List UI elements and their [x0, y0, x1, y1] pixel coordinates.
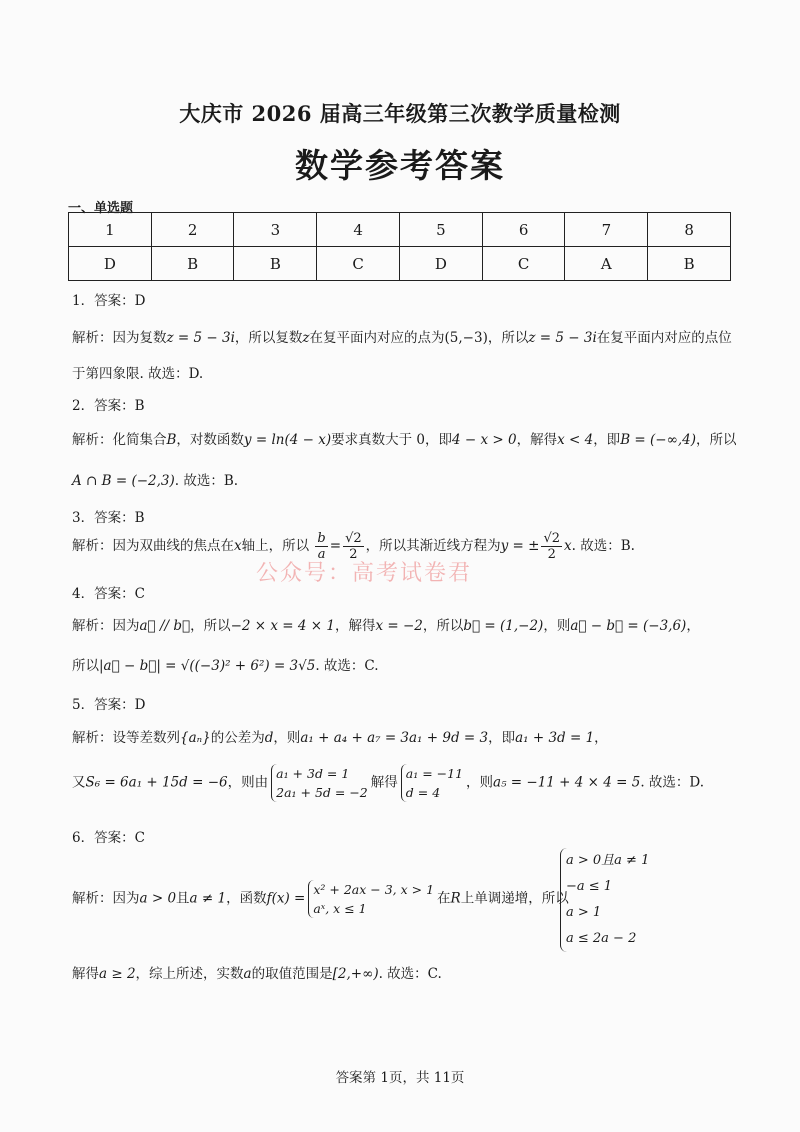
- text: . 故选：B.: [174, 473, 239, 489]
- answer-cell: B: [648, 247, 731, 281]
- denominator: a: [317, 547, 326, 562]
- math: x = −2: [375, 618, 423, 634]
- piece: x² + 2ax − 3, x > 1: [313, 882, 435, 897]
- solution-system: [401, 764, 463, 802]
- text: ，则: [273, 730, 301, 746]
- math: B: [166, 432, 177, 448]
- equation: a₁ + 3d = 1: [276, 766, 350, 781]
- q1-solution-line1: [72, 326, 732, 346]
- text: ，所以: [695, 432, 737, 448]
- text: ，解得: [516, 432, 558, 448]
- table-row: [69, 213, 731, 247]
- text: ，则: [466, 774, 494, 791]
- q2-answer: 2．答案：B: [72, 398, 145, 414]
- text: 又: [72, 774, 86, 791]
- math: S₆ = 6a₁ + 15d = −6: [85, 774, 228, 791]
- text: 的公差为: [210, 730, 265, 746]
- text: ，: [686, 618, 700, 634]
- math: y = ln(4 − x): [243, 432, 332, 448]
- answer-cell: B: [151, 247, 234, 281]
- text: 解得: [72, 966, 99, 982]
- question-number-cell: 1: [69, 213, 152, 247]
- q4-answer: 4．答案：C: [72, 586, 145, 602]
- math: a ≥ 2: [99, 966, 136, 982]
- question-number-cell: 8: [648, 213, 731, 247]
- math: a > 0: [139, 890, 177, 907]
- q4-solution-line1: [72, 614, 700, 634]
- text: ，所以其渐近线方程为: [365, 538, 501, 554]
- condition: a > 1: [566, 905, 602, 920]
- answer-cell: C: [482, 247, 565, 281]
- question-number-cell: 3: [234, 213, 317, 247]
- math: z: [302, 330, 310, 346]
- math: −2 × x = 4 × 1: [230, 618, 335, 634]
- q1-solution-line2: 于第四象限. 故选：D.: [72, 366, 204, 382]
- text: ，: [594, 730, 608, 746]
- piecewise-function: [308, 880, 434, 918]
- answer-cell: A: [565, 247, 648, 281]
- text: 在: [437, 890, 451, 907]
- math: A ∩ B = (−2,3): [72, 473, 175, 489]
- condition: a ≤ 2a − 2: [566, 931, 637, 946]
- equation: 2a₁ + 5d = −2: [276, 785, 368, 800]
- text: 解析：化简集合: [72, 432, 167, 448]
- watermark: 公众号：高考试卷君: [256, 561, 473, 586]
- q4-solution-line2: [72, 654, 379, 674]
- section-heading: 一、单选题: [68, 201, 134, 216]
- page-footer: 答案第 1页，共 11页: [335, 1070, 465, 1086]
- math: |a⃗ − b⃗| = √((−3)² + 6²) = 3√5: [99, 658, 316, 674]
- math: B = (−∞,4): [620, 432, 696, 448]
- numerator: b: [317, 531, 326, 546]
- text: 要求真数大于 0，即: [331, 432, 452, 448]
- text: 解析：因为: [72, 890, 140, 907]
- math: x: [564, 538, 572, 554]
- math: 4 − x > 0: [451, 432, 517, 448]
- math: b⃗ = (1,−2): [463, 618, 544, 634]
- text: 所以: [72, 658, 99, 674]
- text: ，对数函数: [176, 432, 244, 448]
- math: =: [329, 538, 342, 554]
- text: ，解得: [334, 618, 376, 634]
- math: x: [234, 538, 242, 554]
- question-number-cell: 4: [317, 213, 400, 247]
- q6-answer: 6．答案：C: [72, 830, 145, 846]
- text: 解析：因为: [72, 618, 140, 634]
- text: 轴上，所以: [241, 538, 310, 554]
- math: a₁ + 3d = 1: [515, 730, 595, 746]
- q5-answer: 5．答案：D: [72, 697, 146, 713]
- math: (5,−3): [444, 330, 488, 346]
- text: 解析：因为双曲线的焦点在: [72, 538, 234, 554]
- math: d: [264, 730, 274, 746]
- question-number-cell: 7: [565, 213, 648, 247]
- question-number-cell: 6: [482, 213, 565, 247]
- answer-table: [68, 212, 731, 281]
- math: a⃗ // b⃗: [139, 618, 191, 634]
- text: . 故选：C.: [315, 658, 379, 674]
- equation: a₁ = −11: [405, 766, 464, 781]
- math: [2,+∞): [332, 966, 379, 982]
- page-title: 数学参考答案: [295, 146, 505, 185]
- math: a⃗ − b⃗ = (−3,6): [570, 618, 687, 634]
- answer-cell: C: [317, 247, 400, 281]
- text: . 故选：D.: [640, 774, 705, 791]
- math: R: [450, 890, 461, 907]
- math: a₅ = −11 + 4 × 4 = 5: [493, 774, 641, 791]
- condition: −a ≤ 1: [566, 879, 613, 894]
- math: a₁ + a₄ + a₇ = 3a₁ + 9d = 3: [300, 730, 489, 746]
- math: f(x) =: [266, 890, 306, 907]
- numerator: √2: [345, 531, 362, 546]
- text: 在复平面内对应的点位: [596, 330, 732, 346]
- text: ，所以: [487, 330, 529, 346]
- answer-cell: D: [399, 247, 482, 281]
- table-row: [69, 247, 731, 281]
- condition-system: [560, 848, 649, 952]
- text: 且: [176, 890, 190, 907]
- text: ，所以复数: [234, 330, 303, 346]
- text: 解析：设等差数列: [72, 730, 180, 746]
- text: ，则由: [227, 774, 269, 791]
- condition: a > 0且a ≠ 1: [566, 853, 650, 868]
- text: . 故选：C.: [378, 966, 442, 982]
- q6-solution-line2: [72, 962, 442, 982]
- equation: d = 4: [405, 785, 441, 800]
- text: ，函数: [226, 890, 267, 907]
- exam-title: 大庆市 2026 届高三年级第三次教学质量检测: [179, 101, 621, 126]
- math: z = 5 − 3i: [166, 330, 235, 346]
- answer-cell: D: [69, 247, 152, 281]
- fraction-sqrt2-over-2: [541, 531, 562, 562]
- q1-answer: 1．答案：D: [72, 293, 146, 309]
- q2-solution-line1: [72, 428, 736, 448]
- numerator: √2: [543, 531, 561, 546]
- text: 上单调递增，所以: [460, 890, 569, 907]
- answer-cell: B: [234, 247, 317, 281]
- math: z = 5 − 3i: [528, 330, 597, 346]
- piece: aˣ, x ≤ 1: [313, 901, 367, 916]
- text: 的取值范围是: [251, 966, 333, 982]
- equation-system: [271, 764, 368, 802]
- denominator: 2: [349, 547, 358, 562]
- q5-solution-line1: [72, 726, 608, 746]
- denominator: 2: [547, 547, 556, 562]
- text: 在复平面内对应的点为: [309, 330, 445, 346]
- math: {aₙ}: [180, 730, 211, 746]
- question-number-cell: 2: [151, 213, 234, 247]
- text: 解得: [370, 774, 398, 791]
- math: a: [243, 966, 252, 982]
- text: ，则: [543, 618, 571, 634]
- text: ，所以: [422, 618, 464, 634]
- q6-solution-line1: [72, 880, 569, 918]
- math: a ≠ 1: [189, 890, 227, 907]
- math: y = ±: [500, 538, 540, 554]
- text: . 故选：B.: [571, 538, 635, 554]
- q2-solution-line2: [72, 469, 238, 489]
- text: ，综上所述，实数: [135, 966, 244, 982]
- text: ，所以: [190, 618, 231, 634]
- text: ，即: [488, 730, 516, 746]
- q5-solution-line2: [72, 764, 704, 802]
- q3-answer: 3．答案：B: [72, 510, 145, 526]
- text: 解析：因为复数: [72, 330, 167, 346]
- math: x < 4: [557, 432, 594, 448]
- question-number-cell: 5: [399, 213, 482, 247]
- text: ，即: [593, 432, 621, 448]
